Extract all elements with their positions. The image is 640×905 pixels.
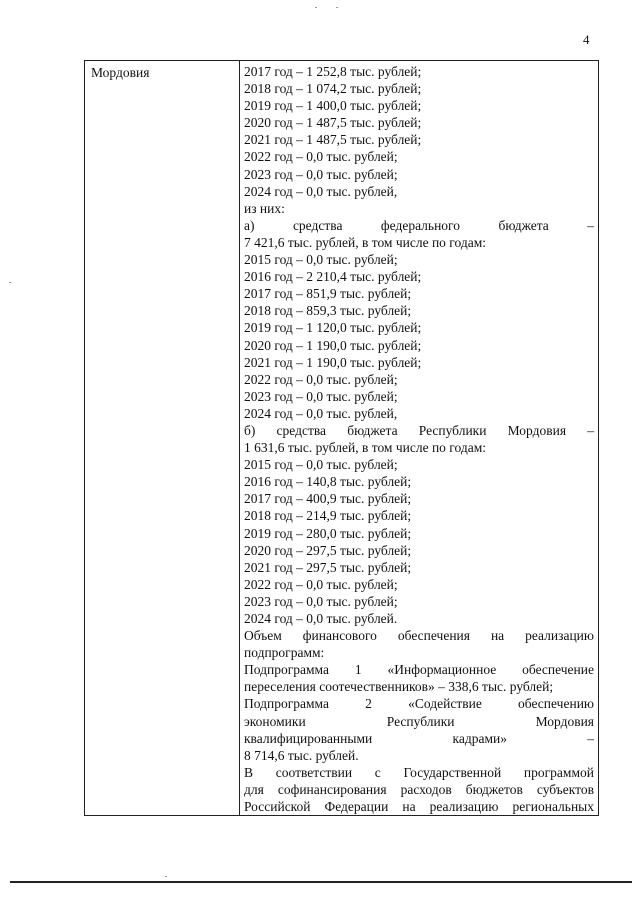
financing-line: 2017 год – 400,9 тыс. рублей;: [244, 491, 412, 507]
financing-line: 2016 год – 140,8 тыс. рублей;: [244, 474, 412, 490]
financing-line: Подпрограмма 2 «Содействие обеспечению: [244, 696, 594, 712]
financing-line: 2020 год – 1 190,0 тыс. рублей;: [244, 337, 422, 353]
financing-line: 2020 год – 1 487,5 тыс. рублей;: [244, 115, 422, 131]
financing-line: 2023 год – 0,0 тыс. рублей;: [244, 593, 398, 609]
financing-line: 8 714,6 тыс. рублей.: [244, 747, 359, 763]
financing-line: 2024 год – 0,0 тыс. рублей,: [244, 183, 398, 199]
page-bottom-rule: [10, 881, 632, 883]
financing-line: Подпрограмма 1 «Информационное обеспечение: [244, 662, 594, 678]
financing-line: 2021 год – 297,5 тыс. рублей;: [244, 559, 412, 575]
financing-line: 2023 год – 0,0 тыс. рублей;: [244, 388, 398, 404]
financing-line: 2022 год – 0,0 тыс. рублей;: [244, 576, 398, 592]
financing-line: подпрограмм:: [244, 645, 325, 661]
financing-line: а) средства федерального бюджета –: [244, 217, 594, 233]
financing-line: 2022 год – 0,0 тыс. рублей;: [244, 371, 398, 387]
financing-line: 2021 год – 1 190,0 тыс. рублей;: [244, 354, 422, 370]
financing-line: 1 631,6 тыс. рублей, в том числе по годам:: [244, 440, 487, 456]
scan-speck: [336, 7, 338, 8]
financing-line: 2018 год – 859,3 тыс. рублей;: [244, 303, 412, 319]
financing-line: 2019 год – 280,0 тыс. рублей;: [244, 525, 412, 541]
financing-line: 2016 год – 2 210,4 тыс. рублей;: [244, 269, 422, 285]
financing-line: 2015 год – 0,0 тыс. рублей;: [244, 252, 398, 268]
financing-line: 2024 год – 0,0 тыс. рублей,: [244, 405, 398, 421]
financing-line: 2017 год – 1 252,8 тыс. рублей;: [244, 64, 422, 79]
financing-line: 2022 год – 0,0 тыс. рублей;: [244, 149, 398, 165]
scan-speck: [315, 7, 317, 8]
financing-line: 2024 год – 0,0 тыс. рублей.: [244, 611, 398, 626]
financing-line: для софинансирования расходов бюджетов субъектов: [244, 781, 594, 797]
financing-line: 2019 год – 1 120,0 тыс. рублей;: [244, 320, 422, 336]
scan-speck: [165, 876, 167, 877]
financing-line: б) средства бюджета Республики Мордовия –: [244, 422, 594, 438]
financing-line: 2018 год – 214,9 тыс. рублей;: [244, 508, 412, 524]
program-table: [84, 60, 599, 816]
financing-line: 2021 год – 1 487,5 тыс. рублей;: [244, 132, 422, 148]
financing-line: 2015 год – 0,0 тыс. рублей;: [244, 457, 398, 473]
page-number: 4: [583, 32, 590, 47]
financing-line: Объем финансового обеспечения на реализацию: [244, 628, 594, 644]
financing-line: Российской Федерации на реализацию региональных: [244, 799, 594, 815]
financing-line: из них:: [244, 200, 285, 216]
financing-line: переселения соотечественников» – 338,6 тыс. рублей;: [244, 679, 554, 695]
financing-line: 2019 год – 1 400,0 тыс. рублей;: [244, 98, 422, 114]
financing-cell: [240, 61, 598, 815]
financing-line: экономики Республики Мордовия: [244, 713, 594, 729]
financing-line: 2017 год – 851,9 тыс. рублей;: [244, 286, 412, 302]
region-cell: [85, 61, 240, 815]
scan-speck: [9, 282, 11, 283]
financing-line: 2020 год – 297,5 тыс. рублей;: [244, 542, 412, 558]
financing-line: 7 421,6 тыс. рублей, в том числе по годам:: [244, 234, 487, 250]
financing-line: 2018 год – 1 074,2 тыс. рублей;: [244, 81, 422, 97]
financing-line: 2023 год – 0,0 тыс. рублей;: [244, 166, 398, 182]
region-name: Мордовия: [91, 65, 150, 80]
financing-line: квалифицированными кадрами» –: [244, 730, 594, 746]
financing-line: В соответствии с Государственной программой: [244, 764, 594, 780]
